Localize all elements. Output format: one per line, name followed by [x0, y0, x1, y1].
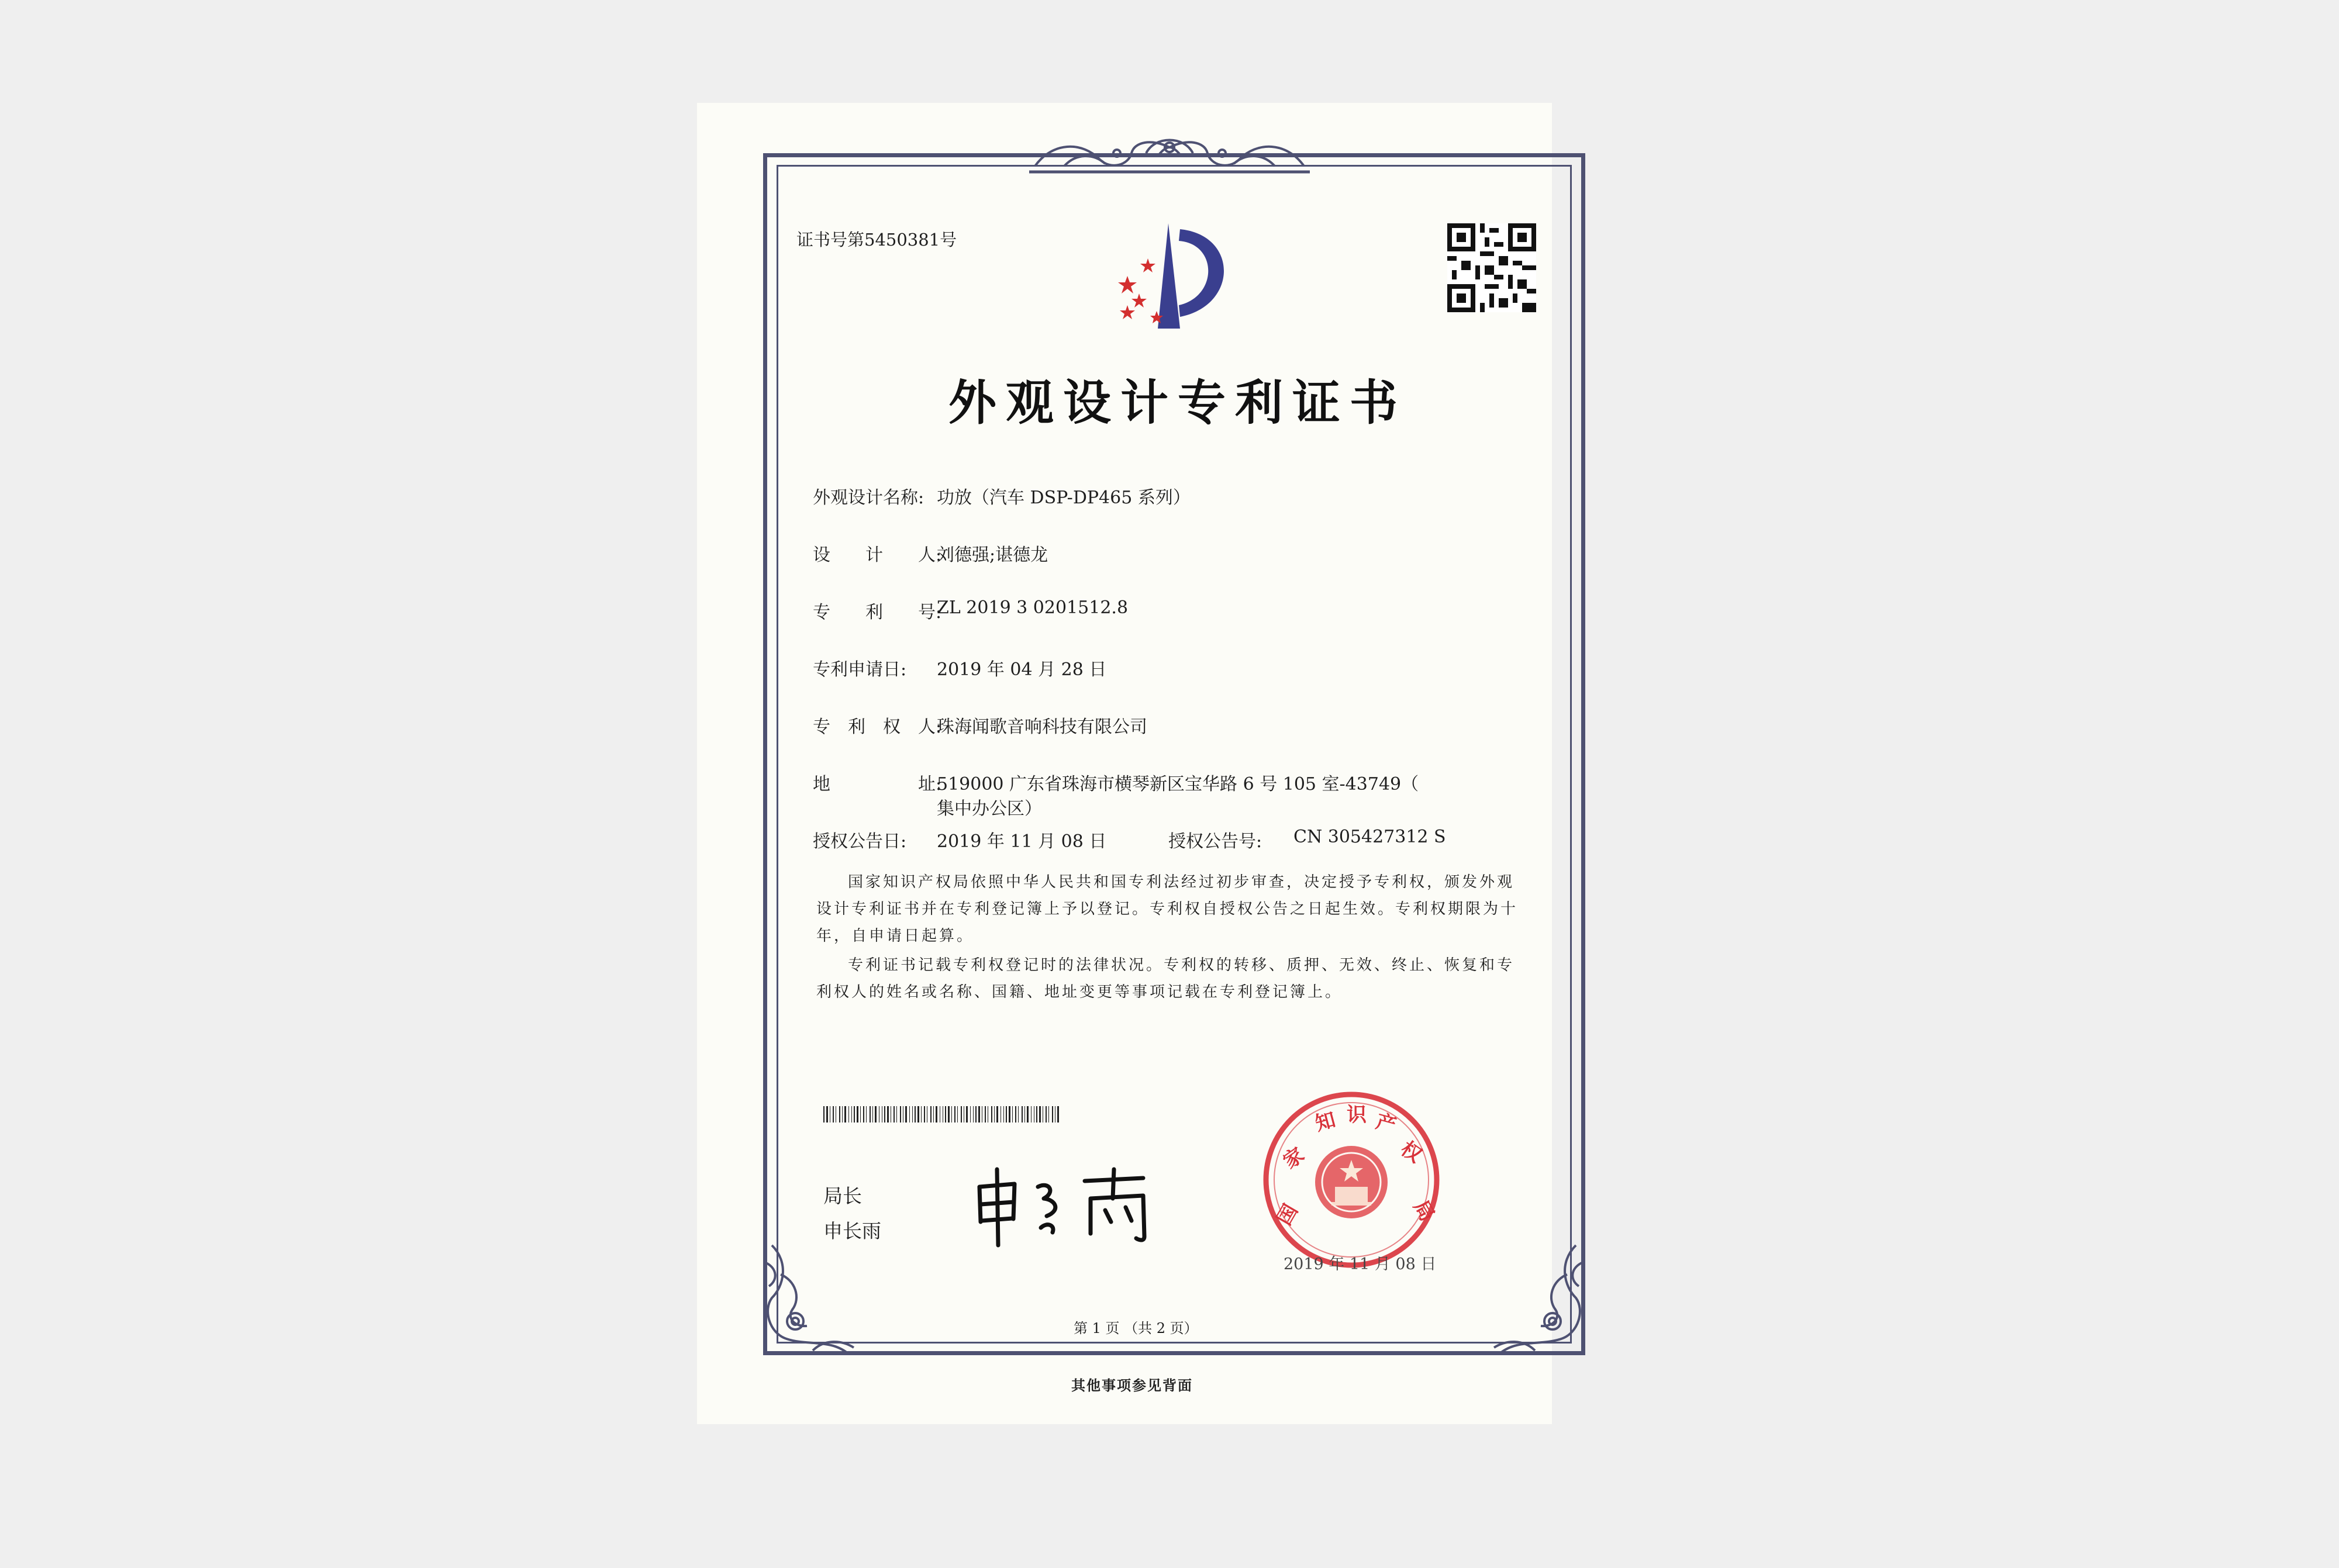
top-ornament-icon — [1029, 130, 1310, 182]
barcode-bar — [863, 1106, 864, 1123]
barcode-bar — [930, 1106, 932, 1123]
barcode-bar — [957, 1106, 958, 1123]
svg-text:权: 权 — [1396, 1137, 1426, 1168]
barcode-bar — [1036, 1106, 1037, 1123]
barcode-bar — [893, 1106, 895, 1123]
barcode-bar — [833, 1106, 834, 1123]
bottom-right-ornament-icon — [1471, 1239, 1588, 1362]
barcode-bar — [844, 1106, 846, 1123]
svg-text:局: 局 — [1409, 1196, 1439, 1225]
barcode-bar — [1003, 1106, 1004, 1123]
barcode-bar — [936, 1106, 937, 1123]
barcode-bar — [917, 1106, 919, 1123]
certificate-number: 证书号第5450381号 — [796, 230, 957, 250]
handwritten-signature — [974, 1163, 1184, 1251]
body-line-1: 国家知识产权局依照中华人民共和国专利法经过初步审查，决定授予专利权，颁发外观 — [848, 873, 1515, 891]
barcode-bar — [954, 1106, 955, 1123]
body-line-5: 利权人的姓名或名称、国籍、地址变更等事项记载在专利登记簿上。 — [816, 983, 1343, 1001]
barcode-bar — [948, 1106, 950, 1123]
barcode-bar — [857, 1106, 858, 1123]
page-indicator: 第 1 页 （共 2 页） — [1074, 1320, 1198, 1336]
barcode-bar — [839, 1106, 840, 1123]
barcode-bar — [985, 1106, 986, 1123]
patentee-value: 珠海闻歌音响科技有限公司 — [937, 717, 1147, 737]
barcode-bar — [933, 1106, 934, 1123]
barcode-bar — [1024, 1106, 1025, 1123]
barcode-bar — [1039, 1106, 1041, 1123]
barcode-bar — [975, 1106, 977, 1123]
barcode-bar — [915, 1106, 916, 1123]
barcode-bar — [1057, 1106, 1059, 1123]
barcode-bar — [996, 1106, 998, 1123]
barcode-bar — [1018, 1106, 1019, 1123]
grant-date-value: 2019 年 11 月 08 日 — [937, 831, 1107, 852]
body-line-4: 专利证书记载专利权登记时的法律状况。专利权的转移、质押、无效、终止、恢复和专 — [848, 956, 1515, 974]
barcode-bar — [1015, 1106, 1016, 1123]
barcode-bar — [921, 1106, 922, 1123]
barcode-bar — [872, 1106, 873, 1123]
barcode-bar — [866, 1106, 867, 1123]
design-name-label: 外观设计名称: — [813, 488, 924, 508]
barcode-bar — [875, 1106, 877, 1123]
barcode-bar — [860, 1106, 861, 1123]
barcode-bar — [870, 1106, 871, 1123]
qr-code-icon — [1447, 223, 1536, 312]
body-line-3: 年，自申请日起算。 — [816, 927, 975, 945]
barcode-bar — [1052, 1106, 1053, 1123]
designer-value: 刘德强;谌德龙 — [937, 545, 1048, 565]
address-value-line2: 集中办公区） — [937, 799, 1042, 819]
svg-text:国: 国 — [1272, 1200, 1303, 1229]
barcode-bar — [823, 1106, 824, 1123]
application-date-value: 2019 年 04 月 28 日 — [937, 659, 1107, 680]
cnipa-logo-icon — [1092, 217, 1244, 334]
patent-number-label: 专 利 号: — [813, 602, 942, 623]
svg-text:家: 家 — [1279, 1143, 1309, 1174]
application-date-label: 专利申请日: — [813, 659, 907, 680]
barcode-bar — [896, 1106, 897, 1123]
patent-number-value: ZL 2019 3 0201512.8 — [937, 598, 1129, 618]
designer-label: 设 计 人: — [813, 545, 942, 565]
footer-note: 其他事项参见背面 — [1071, 1377, 1193, 1394]
barcode-bar — [900, 1106, 901, 1123]
barcode-bar — [887, 1106, 889, 1123]
barcode-bar — [1009, 1106, 1010, 1123]
grant-number-label: 授权公告号: — [1168, 831, 1262, 852]
barcode-bar — [848, 1106, 849, 1123]
signer-name: 申长雨 — [823, 1220, 881, 1242]
design-name-value: 功放（汽车 DSP-DP465 系列） — [937, 488, 1191, 508]
barcode-bar — [991, 1106, 992, 1123]
barcode-bar — [1006, 1106, 1007, 1123]
barcode-bar — [851, 1106, 852, 1123]
barcode-bar — [1046, 1106, 1047, 1123]
barcode-bar — [973, 1106, 974, 1123]
barcode-bar — [945, 1106, 946, 1123]
bottom-left-ornament-icon — [760, 1239, 877, 1362]
barcode-bar — [994, 1106, 995, 1123]
barcode-icon — [823, 1106, 1061, 1123]
svg-text:产: 产 — [1373, 1110, 1399, 1138]
address-value: 519000 广东省珠海市横琴新区宝华路 6 号 105 室-43749（ — [937, 774, 1419, 795]
address-label: 地 址: — [813, 774, 942, 795]
barcode-bar — [854, 1106, 855, 1123]
barcode-bar — [1048, 1106, 1049, 1123]
patentee-label: 专 利 权 人: — [813, 717, 942, 737]
barcode-bar — [909, 1106, 910, 1123]
barcode-bar — [905, 1106, 907, 1123]
barcode-bar — [1022, 1106, 1023, 1123]
grant-number-value: CN 305427312 S — [1293, 827, 1446, 847]
barcode-bar — [826, 1106, 828, 1123]
barcode-bar — [978, 1106, 980, 1123]
barcode-bar — [970, 1106, 971, 1123]
signer-title: 局长 — [823, 1184, 862, 1207]
svg-text:识: 识 — [1347, 1103, 1367, 1127]
barcode-bar — [924, 1106, 925, 1123]
barcode-bar — [842, 1106, 843, 1123]
barcode-bar — [884, 1106, 885, 1123]
grant-date-label: 授权公告日: — [813, 831, 907, 852]
official-seal-icon — [1260, 1089, 1443, 1271]
barcode-bar — [961, 1106, 962, 1123]
barcode-bar — [966, 1106, 968, 1123]
seal-date: 2019 年 11 月 08 日 — [1284, 1255, 1437, 1273]
barcode-bar — [1012, 1106, 1013, 1123]
barcode-bar — [1027, 1106, 1029, 1123]
barcode-bar — [951, 1106, 952, 1123]
certificate-title: 外观设计专利证书 — [948, 375, 1407, 431]
svg-text:知: 知 — [1312, 1108, 1338, 1136]
barcode-bar — [912, 1106, 913, 1123]
body-line-2: 设计专利证书并在专利登记簿上予以登记。专利权自授权公告之日起生效。专利权期限为十 — [816, 900, 1519, 918]
